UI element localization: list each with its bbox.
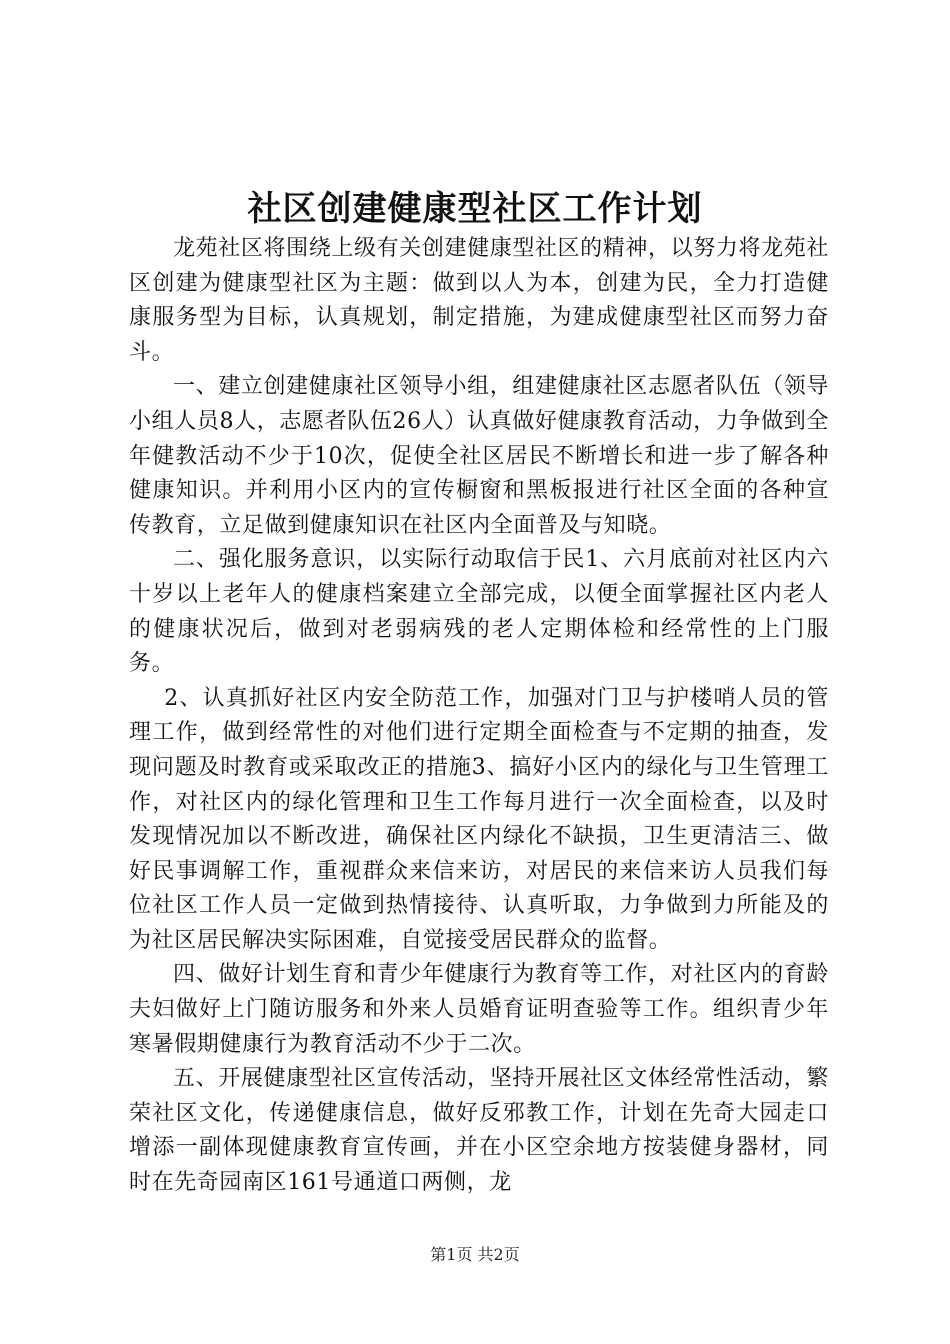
paragraph-section-2-item-2: 2、认真抓好社区内安全防范工作，加强对门卫与护楼哨人员的管理工作，做到经常性的对他们进行定期全面检查与不定期的抽查，发现问题及时教育或采取改正的措施3、搞好小区内的绿化与卫生管理工作，对社区内的绿化管理和卫生工作每月进行一次全面检查，以及时发现情况加以不断改进，确保社区内绿化不缺损，卫生更清洁三、做好民事调解工作，重视群众来信来访，对居民的来信来访人员我们每位社区工作人员一定做到热情接待、认真听取，力争做到力所能及的为社区居民解决实际困难，自觉接受居民群众的监督。 <box>129 685 829 953</box>
paragraph-section-2: 二、强化服务意识，以实际行动取信于民1、六月底前对社区内六十岁以上老年人的健康档案建立全部完成，以便全面掌握社区内老人的健康状况后，做到对老弱病残的老人定期体检和经常性的上门服务。 <box>129 547 829 677</box>
page-number-footer: 第1页 共2页 <box>430 1245 520 1264</box>
paragraph-section-1: 一、建立创建健康社区领导小组，组建健康社区志愿者队伍（领导小组人员8人，志愿者队伍26人）认真做好健康教育活动，力争做到全年健教活动不少于10次，促使全社区居民不断增长和进一步了解各种健康知识。并利用小区内的宣传橱窗和黑板报进行社区全面的各种宣传教育，立足做到健康知识在社区内全面普及与知晓。 <box>129 374 829 538</box>
paragraph-section-4: 四、做好计划生育和青少年健康行为教育等工作，对社区内的育龄夫妇做好上门随访服务和外来人员婚育证明查验等工作。组织青少年寒暑假期健康行为教育活动不少于二次。 <box>129 962 829 1057</box>
paragraph-intro: 龙苑社区将围绕上级有关创建健康型社区的精神，以努力将龙苑社区创建为健康型社区为主题：做到以人为本，创建为民，全力打造健康服务型为目标，认真规划，制定措施，为建成健康型社区而努力奋斗。 <box>129 236 829 365</box>
document-body <box>129 232 829 1201</box>
paragraph-section-5: 五、开展健康型社区宣传活动，坚持开展社区文体经常性活动，繁荣社区文化，传递健康信息，做好反邪教工作，计划在先奇大园走口增添一副体现健康教育宣传画，并在小区空余地方按装健身器材，同时在先奇园南区161号通道口两侧，龙 <box>129 1066 829 1196</box>
document-title: 社区创建健康型社区工作计划 <box>247 189 703 229</box>
